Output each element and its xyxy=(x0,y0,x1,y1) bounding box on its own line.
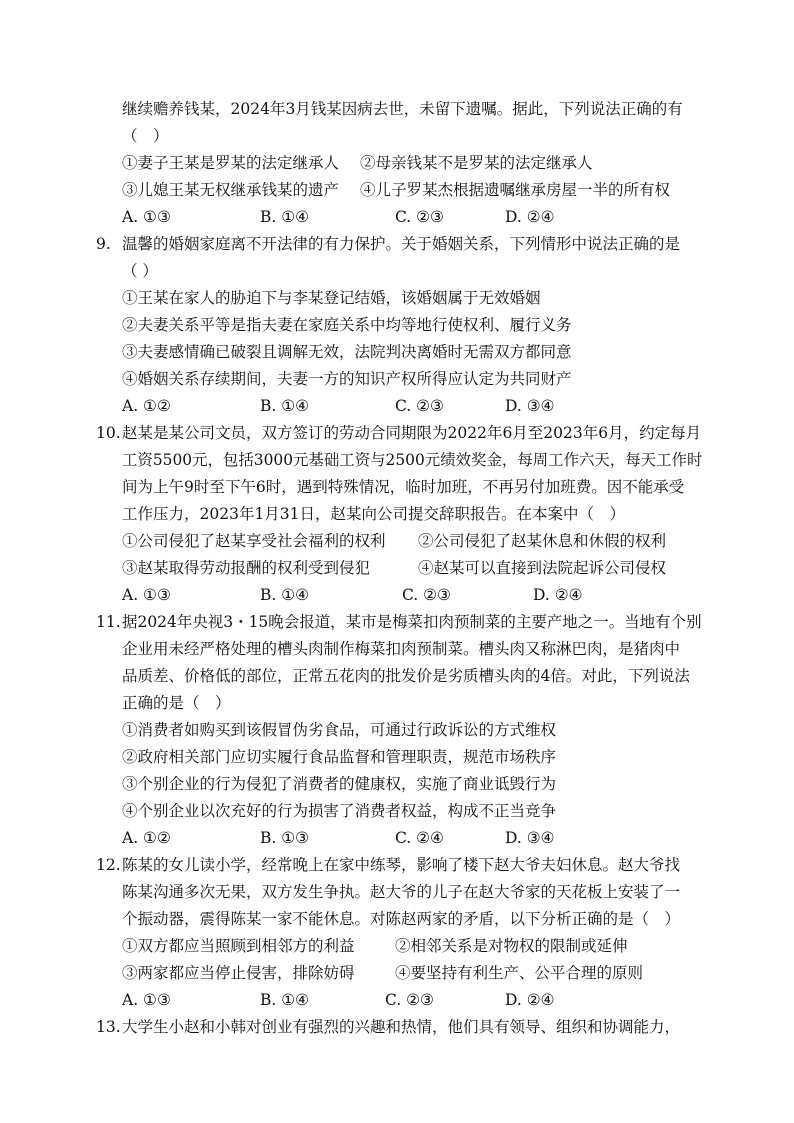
q10-option-2: ②公司侵犯了赵某休息和休假的权利 xyxy=(418,532,667,550)
q10-answer-a: A. ①③ xyxy=(122,586,171,604)
q10-stem-line-4: 工作压力，2023年1月31日，赵某向公司提交辞职报告。在本案中（ ） xyxy=(122,505,626,523)
q11-answer-c: C. ②④ xyxy=(395,829,444,847)
q8-option-1: ①妻子王某是罗某的法定继承人 xyxy=(122,154,340,172)
q12-option-1: ①双方都应当照顾到相邻方的利益 xyxy=(122,937,355,955)
q9-answer-a: A. ①② xyxy=(122,397,171,415)
q8-option-2: ②母亲钱某不是罗某的法定继承人 xyxy=(360,154,593,172)
q10-stem-line-1: 赵某是某公司文员，双方签订的劳动合同期限为2022年6月至2023年6月，约定每月 xyxy=(122,424,702,442)
q9-stem-line-2: （ ） xyxy=(122,262,158,280)
q12-answer-a: A. ①③ xyxy=(122,991,171,1009)
q9-answer-c: C. ②③ xyxy=(395,397,444,415)
q8-answer-a: A. ①③ xyxy=(122,208,171,226)
q11-answer-a: A. ①② xyxy=(122,829,171,847)
q8-stem-line-1: 继续赡养钱某，2024年3月钱某因病去世，未留下遗嘱。据此，下列说法正确的有 xyxy=(122,100,683,118)
q11-number: 11. xyxy=(96,613,121,631)
q11-stem-line-3: 品质差、价格低的部位，正常五花肉的批发价是劣质槽头肉的4倍。对此，下列说法 xyxy=(122,667,690,685)
q10-number: 10. xyxy=(96,424,121,442)
q9-option-1: ①王某在家人的胁迫下与李某登记结婚，该婚姻属于无效婚姻 xyxy=(122,289,541,307)
q12-option-4: ④要坚持有利生产、公平合理的原则 xyxy=(395,964,644,982)
q11-stem-line-4: 正确的是（ ） xyxy=(122,694,231,712)
q11-answer-b: B. ①③ xyxy=(260,829,310,847)
q11-option-2: ②政府相关部门应切实履行食品监督和管理职责，规范市场秩序 xyxy=(122,748,557,766)
q10-answer-c: C. ②③ xyxy=(402,586,451,604)
q12-answer-c: C. ②③ xyxy=(385,991,434,1009)
q10-answer-d: D. ②④ xyxy=(533,586,583,604)
q10-option-1: ①公司侵犯了赵某享受社会福利的权利 xyxy=(122,532,386,550)
q12-answer-b: B. ①④ xyxy=(260,991,310,1009)
q12-option-2: ②相邻关系是对物权的限制或延伸 xyxy=(395,937,628,955)
q9-answer-b: B. ①④ xyxy=(260,397,310,415)
q9-answer-d: D. ③④ xyxy=(505,397,555,415)
q9-stem-line-1: 温馨的婚姻家庭离不开法律的有力保护。关于婚姻关系，下列情形中说法正确的是 xyxy=(122,235,681,253)
q9-option-2: ②夫妻关系平等是指夫妻在家庭关系中均等地行使权利、履行义务 xyxy=(122,316,572,334)
q12-number: 12. xyxy=(96,856,121,874)
q11-stem-line-2: 企业用未经严格处理的槽头肉制作梅菜扣肉预制菜。槽头肉又称淋巴肉，是猪肉中 xyxy=(122,640,681,658)
q10-stem-line-2: 工资5500元，包括3000元基础工资与2500元绩效奖金，每周工作六天，每天工作时 xyxy=(122,451,703,469)
q13-stem-line-1: 大学生小赵和小韩对创业有强烈的兴趣和热情，他们具有领导、组织和协调能力， xyxy=(122,1018,681,1036)
q10-option-4: ④赵某可以直接到法院起诉公司侵权 xyxy=(418,559,667,577)
q12-stem-line-1: 陈某的女儿读小学，经常晚上在家中练琴，影响了楼下赵大爷夫妇休息。赵大爷找 xyxy=(122,856,681,874)
q8-option-4: ④儿子罗某杰根据遗嘱继承房屋一半的所有权 xyxy=(360,181,671,199)
q10-answer-b: B. ①④ xyxy=(260,586,310,604)
q12-stem-line-2: 陈某沟通多次无果，双方发生争执。赵大爷的儿子在赵大爷家的天花板上安装了一 xyxy=(122,883,681,901)
q8-stem-line-2: （ ） xyxy=(122,127,169,145)
q12-answer-d: D. ②④ xyxy=(505,991,555,1009)
q9-number: 9. xyxy=(96,235,111,253)
q10-stem-line-3: 间为上午9时至下午6时，遇到特殊情况，临时加班，不再另付加班费。因不能承受 xyxy=(122,478,685,496)
q11-stem-line-1: 据2024年央视3・15晚会报道，某市是梅菜扣肉预制菜的主要产地之一。当地有个别 xyxy=(122,613,702,631)
q11-option-1: ①消费者如购买到该假冒伪劣食品，可通过行政诉讼的方式维权 xyxy=(122,721,557,739)
q11-option-3: ③个别企业的行为侵犯了消费者的健康权，实施了商业诋毁行为 xyxy=(122,775,557,793)
q8-answer-b: B. ①④ xyxy=(260,208,310,226)
q8-answer-c: C. ②③ xyxy=(395,208,444,226)
q12-stem-line-3: 个振动器，震得陈某一家不能休息。对陈赵两家的矛盾，以下分析正确的是（ ） xyxy=(122,910,681,928)
q11-answer-d: D. ③④ xyxy=(505,829,555,847)
q8-answer-d: D. ②④ xyxy=(505,208,555,226)
q8-option-3: ③儿媳王某无权继承钱某的遗产 xyxy=(122,181,340,199)
q12-option-3: ③两家都应当停止侵害，排除妨碍 xyxy=(122,964,355,982)
q13-number: 13. xyxy=(96,1018,121,1036)
q11-option-4: ④个别企业以次充好的行为损害了消费者权益，构成不正当竞争 xyxy=(122,802,557,820)
q9-option-3: ③夫妻感情确已破裂且调解无效，法院判决离婚时无需双方都同意 xyxy=(122,343,572,361)
q9-option-4: ④婚姻关系存续期间，夫妻一方的知识产权所得应认定为共同财产 xyxy=(122,370,572,388)
q10-option-3: ③赵某取得劳动报酬的权利受到侵犯 xyxy=(122,559,371,577)
